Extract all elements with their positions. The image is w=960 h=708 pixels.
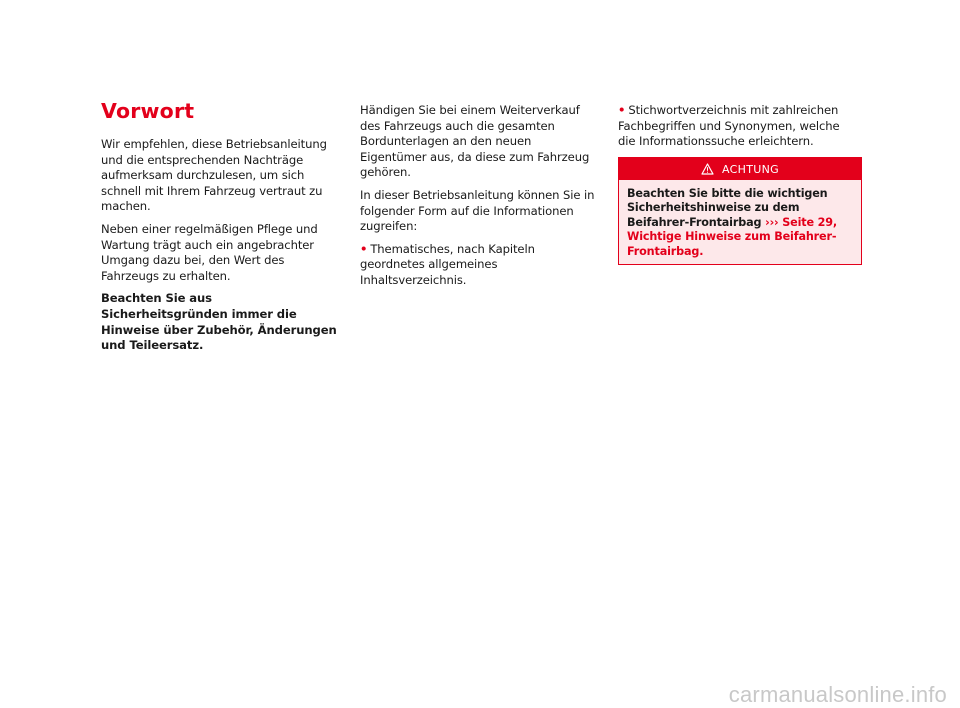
warning-label: ACHTUNG (722, 162, 779, 176)
paragraph-resale: Händigen Sie bei einem Weiterverkauf des Fahrzeugs auch die gesamten Bordunterlagen an den neuen Eigentümer aus, da diese zum Fahrzeug gehören. (360, 103, 590, 180)
warning-text: Beachten Sie bitte die wichtigen Sicherheitshinweise zu dem Beifahrer-Frontairbag (627, 187, 828, 229)
list-item-contents (360, 242, 600, 289)
bullet-icon: • (618, 103, 626, 117)
warning-header (619, 158, 861, 180)
right-text (618, 103, 860, 157)
paragraph-safety-notice: Beachten Sie aus Sicherheitsgründen immer die Hinweise über Zubehör, Änderungen und Teileersatz. (101, 291, 337, 353)
list-item-index (618, 103, 860, 150)
middle-text (360, 103, 600, 296)
paragraph-care: Neben einer regelmäßigen Pflege und Wartung trägt auch ein angebrachter Umgang dazu bei, den Wert des Fahrzeugs zu erhalten. (101, 221, 318, 283)
list-item-index-text: Stichwortverzeichnis mit zahlreichen Fachbegriffen und Synonymen, welche die Informationssuche erleichtern. (618, 103, 840, 149)
link-arrows-icon: ››› (765, 215, 779, 229)
warning-body (619, 180, 861, 264)
intro-text (101, 137, 341, 361)
page-reference-link[interactable]: Seite 29, Wichtige Hinweise zum Beifahrer-Frontairbag. (627, 215, 838, 258)
bullet-icon: • (360, 241, 368, 256)
paragraph-read-manual: Wir empfehlen, diese Betriebsanleitung und die entsprechenden Nachträge aufmerksam durchzulesen, um sich schnell mit Ihrem Fahrzeug vertraut zu machen. (101, 137, 327, 214)
watermark: carmanualsonline.info (728, 682, 947, 707)
warning-triangle-icon (701, 163, 714, 175)
paragraph-access-info: In dieser Betriebsanleitung können Sie in folgender Form auf die Informationen zugreifen: (360, 187, 595, 234)
page-title: Vorwort (101, 99, 195, 123)
list-item-contents-text: Thematisches, nach Kapiteln geordnetes allgemeines Inhaltsverzeichnis. (360, 241, 535, 287)
warning-box (618, 157, 862, 265)
